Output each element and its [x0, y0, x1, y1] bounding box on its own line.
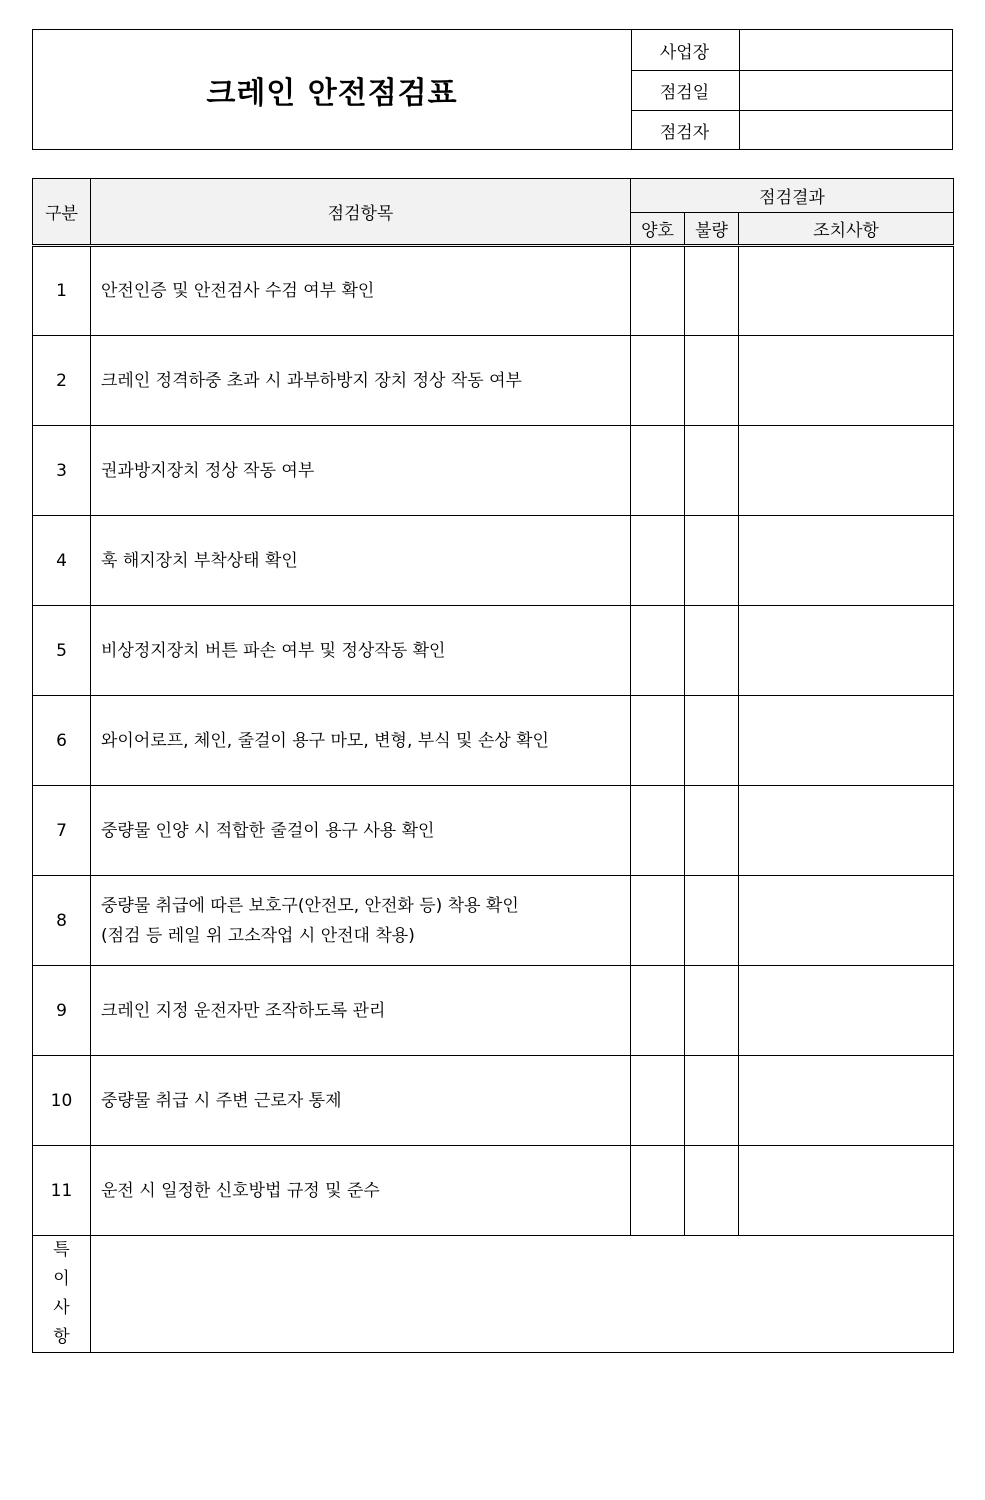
- remarks-row: [33, 1236, 954, 1353]
- action-cell[interactable]: [739, 426, 954, 516]
- good-cell[interactable]: [631, 516, 685, 606]
- row-item-text: 안전인증 및 안전검사 수검 여부 확인: [91, 246, 631, 336]
- remarks-label-char: 특: [53, 1240, 70, 1260]
- inspection-date-row: [631, 70, 952, 110]
- good-cell[interactable]: [631, 786, 685, 876]
- bad-cell[interactable]: [685, 786, 739, 876]
- workplace-field[interactable]: [739, 30, 952, 70]
- header-row: [33, 179, 954, 213]
- row-item-text: 권과방지장치 정상 작동 여부: [91, 426, 631, 516]
- good-cell[interactable]: [631, 426, 685, 516]
- table-row: [33, 426, 954, 516]
- action-cell[interactable]: [739, 966, 954, 1056]
- category-header: 구분: [33, 179, 91, 246]
- row-item-text: [91, 876, 631, 966]
- form-title: 크레인 안전점검표: [206, 75, 458, 111]
- row-number: 4: [33, 516, 91, 606]
- row-number: 7: [33, 786, 91, 876]
- checklist-table: [32, 178, 954, 1353]
- inspector-field[interactable]: [739, 110, 952, 150]
- action-cell[interactable]: [739, 336, 954, 426]
- action-cell[interactable]: [739, 246, 954, 336]
- table-row: [33, 876, 954, 966]
- table-row: [33, 606, 954, 696]
- row-number: 10: [33, 1056, 91, 1146]
- bad-cell[interactable]: [685, 426, 739, 516]
- inspection-date-field[interactable]: [739, 70, 952, 110]
- good-cell[interactable]: [631, 606, 685, 696]
- row-item-text: 운전 시 일정한 신호방법 규정 및 준수: [91, 1146, 631, 1236]
- row-number: 3: [33, 426, 91, 516]
- bad-cell[interactable]: [685, 336, 739, 426]
- action-cell[interactable]: [739, 1146, 954, 1236]
- action-cell[interactable]: [739, 696, 954, 786]
- action-cell[interactable]: [739, 1056, 954, 1146]
- bad-cell[interactable]: [685, 606, 739, 696]
- action-cell[interactable]: [739, 516, 954, 606]
- row-item-line: (점검 등 레일 위 고소작업 시 안전대 착용): [101, 925, 415, 946]
- remarks-label: [33, 1236, 91, 1353]
- row-number: 1: [33, 246, 91, 336]
- workplace-row: [631, 30, 952, 70]
- good-cell[interactable]: [631, 1056, 685, 1146]
- table-row: [33, 516, 954, 606]
- row-number: 9: [33, 966, 91, 1056]
- action-cell[interactable]: [739, 786, 954, 876]
- bad-cell[interactable]: [685, 246, 739, 336]
- bad-cell[interactable]: [685, 876, 739, 966]
- row-item-text: 훅 해지장치 부착상태 확인: [91, 516, 631, 606]
- row-item-line: 중량물 취급에 따른 보호구(안전모, 안전화 등) 착용 확인: [101, 895, 519, 916]
- action-cell[interactable]: [739, 876, 954, 966]
- row-item-text: 크레인 지정 운전자만 조작하도록 관리: [91, 966, 631, 1056]
- result-header: 점검결과: [631, 179, 954, 213]
- remarks-label-char: 사: [53, 1298, 70, 1318]
- table-row: [33, 696, 954, 786]
- bad-cell[interactable]: [685, 696, 739, 786]
- row-item-text: 비상정지장치 버튼 파손 여부 및 정상작동 확인: [91, 606, 631, 696]
- table-row: [33, 246, 954, 336]
- bad-cell[interactable]: [685, 1146, 739, 1236]
- good-cell[interactable]: [631, 1146, 685, 1236]
- good-header: 양호: [631, 213, 685, 246]
- inspector-row: [631, 110, 952, 150]
- good-cell[interactable]: [631, 336, 685, 426]
- remarks-label-char: 이: [53, 1269, 70, 1289]
- good-cell[interactable]: [631, 696, 685, 786]
- row-item-text: 중량물 인양 시 적합한 줄걸이 용구 사용 확인: [91, 786, 631, 876]
- row-number: 11: [33, 1146, 91, 1236]
- table-row: [33, 1056, 954, 1146]
- row-item-text: 와이어로프, 체인, 줄걸이 용구 마모, 변형, 부식 및 손상 확인: [91, 696, 631, 786]
- action-header: 조치사항: [739, 213, 954, 246]
- bad-header: 불량: [685, 213, 739, 246]
- row-number: 5: [33, 606, 91, 696]
- good-cell[interactable]: [631, 966, 685, 1056]
- bad-cell[interactable]: [685, 966, 739, 1056]
- good-cell[interactable]: [631, 246, 685, 336]
- bad-cell[interactable]: [685, 516, 739, 606]
- table-row: [33, 786, 954, 876]
- row-item-text: 크레인 정격하중 초과 시 과부하방지 장치 정상 작동 여부: [91, 336, 631, 426]
- row-number: 2: [33, 336, 91, 426]
- table-row: [33, 966, 954, 1056]
- item-header: 점검항목: [91, 179, 631, 246]
- remarks-label-char: 항: [53, 1327, 70, 1347]
- good-cell[interactable]: [631, 876, 685, 966]
- row-number: 8: [33, 876, 91, 966]
- form-header: [32, 29, 953, 150]
- action-cell[interactable]: [739, 606, 954, 696]
- bad-cell[interactable]: [685, 1056, 739, 1146]
- remarks-field[interactable]: [91, 1236, 954, 1353]
- table-row: [33, 1146, 954, 1236]
- workplace-label: 사업장: [659, 42, 710, 63]
- row-item-text: 중량물 취급 시 주변 근로자 통제: [91, 1056, 631, 1146]
- row-number: 6: [33, 696, 91, 786]
- inspector-label: 점검자: [659, 122, 710, 143]
- table-row: [33, 336, 954, 426]
- inspection-date-label: 점검일: [659, 82, 710, 103]
